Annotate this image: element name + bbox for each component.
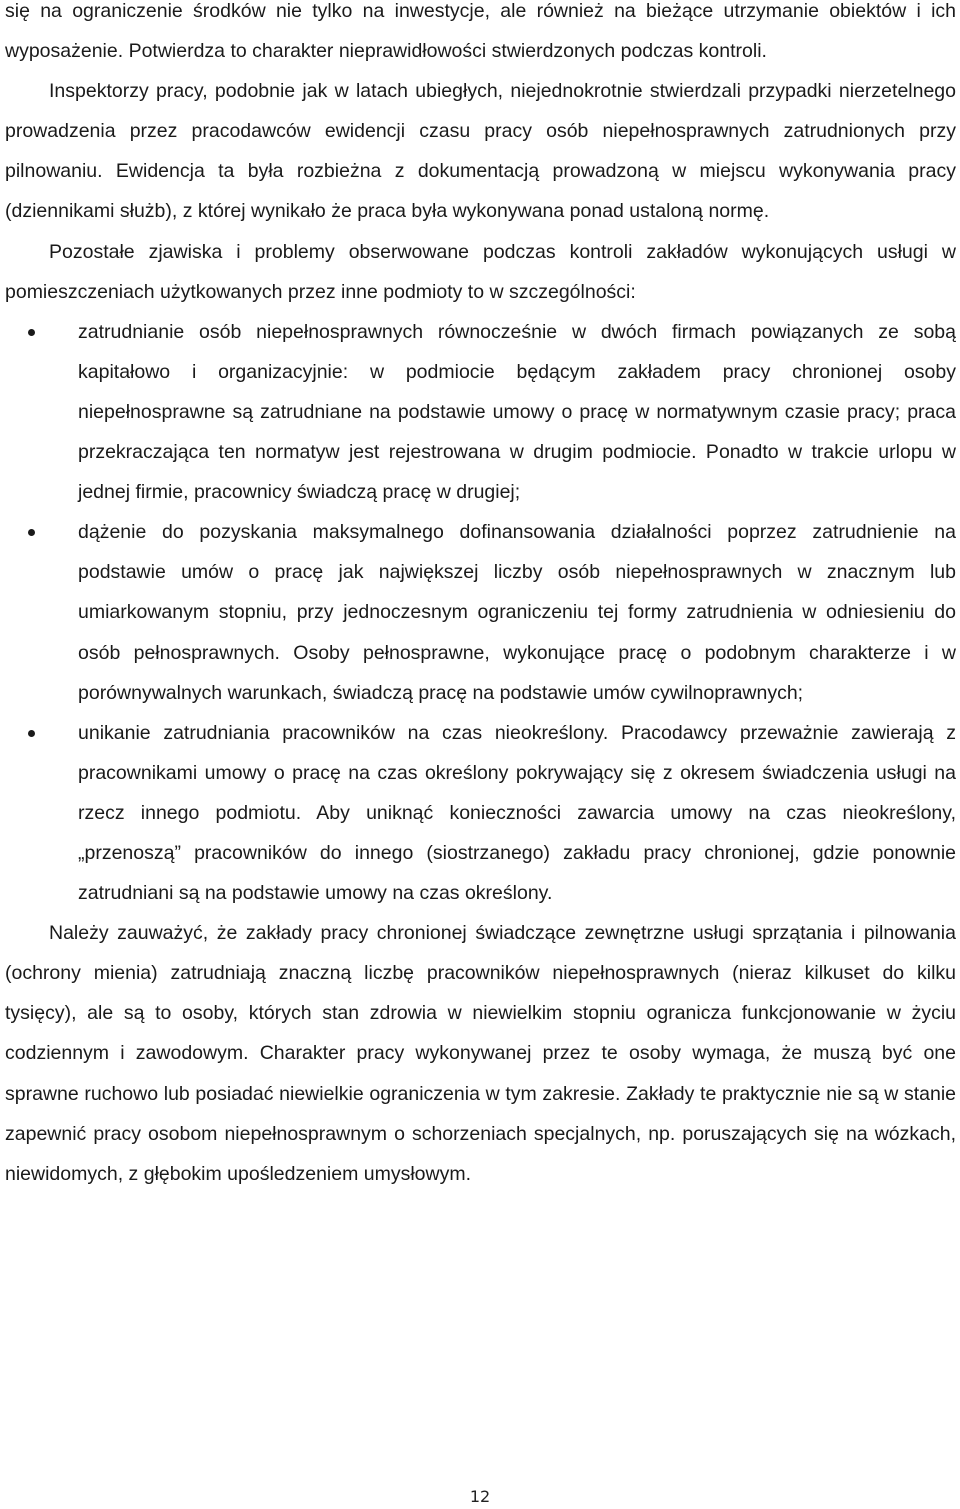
paragraph-other-phenomena: Pozostałe zjawiska i problemy obserwowane podczas kontroli zakładów wykonujących usługi w pomieszczeniach użytkowanych przez inne podmioty to w szczególności: xyxy=(5,240,956,303)
paragraph-inspectors: Inspektorzy pracy, podobnie jak w latach ubiegłych, niejednokrotnie stwierdzali przypadki nierzetelnego prowadzenia przez pracodawców ewidencji czasu pracy osób niepełnosprawnych zatrudnionych przy pilnowaniu. Ewidencja ta była rozbieżna z dokumentacją prowadzoną w miejscu wykonywania pracy (dziennikami służb), z której wynikało że praca była wykonywana ponad ustaloną normę. xyxy=(5,80,956,223)
list-item-text: zatrudnianie osób niepełnosprawnych równocześnie w dwóch firmach powiązanych ze sobą kapitałowo i organizacyjnie: w podmiocie będącym zakładem pracy chronionej osoby niepełnosprawne są zatrudniane na podstawie umowy o pracę w normatywnym czasie pracy; praca przekraczająca ten normatyw jest rejestrowana w drugim podmiocie. Ponadto w trakcie urlopu w jednej firmie, pracownicy świadczą pracę w drugiej; xyxy=(78,320,956,504)
list-item xyxy=(5,512,956,712)
paragraph-conclusion: Należy zauważyć, że zakłady pracy chronionej świadczące zewnętrzne usługi sprzątania i pilnowania (ochrony mienia) zatrudniają znaczną liczbę pracowników niepełnosprawnych (nieraz kilkuset do kilku tysięcy), ale są to osoby, których stan zdrowia w niewielkim stopniu ogranicza funkcjonowanie w życiu codziennym i zawodowym. Charakter pracy wykonywanej przez te osoby wymaga, że muszą być one sprawne ruchowo lub posiadać niewielkie ograniczenia w tym zakresie. Zakłady te praktycznie nie są w stanie zapewnić pracy osobom niepełnosprawnym o schorzeniach specjalnych, np. poruszających się na wózkach, niewidomych, z głębokim upośledzeniem umysłowym. xyxy=(5,922,956,1185)
list-item-text: unikanie zatrudniania pracowników na czas nieokreślony. Pracodawcy przeważnie zawierają z pracownikami umowy o pracę na czas określony pokrywający się z okresem świadczenia usługi na rzecz innego podmiotu. Aby uniknąć konieczności zawarcia umowy na czas nieokreślony, „przenoszą” pracowników do innego (siostrzanego) zakładu pracy chronionej, gdzie ponownie zatrudniani są na podstawie umowy na czas określony. xyxy=(78,721,956,905)
bullet-icon xyxy=(28,329,35,336)
list-item-text: dążenie do pozyskania maksymalnego dofinansowania działalności poprzez zatrudnienie na podstawie umów o pracę jak największej liczby osób niepełnosprawnych w znacznym lub umiarkowanym stopniu, przy jednoczesnym ograniczeniu tej formy zatrudnienia w odniesieniu do osób pełnosprawnych. Osoby pełnosprawne, wykonujące pracę o podobnym charakterze i w porównywalnych warunkach, świadczą pracę na podstawie umów cywilnoprawnych; xyxy=(78,521,956,704)
bullet-list xyxy=(5,312,956,913)
paragraph-continuation: się na ograniczenie środków nie tylko na inwestycje, ale również na bieżące utrzymanie obiektów i ich wyposażenie. Potwierdza to charakter nieprawidłowości stwierdzonych podczas kontroli. xyxy=(5,0,956,63)
list-item xyxy=(5,713,956,913)
bullet-icon xyxy=(28,730,35,737)
page-number: 12 xyxy=(469,1487,491,1506)
list-item xyxy=(5,312,956,512)
bullet-icon xyxy=(28,529,35,536)
document-page xyxy=(5,0,956,1194)
